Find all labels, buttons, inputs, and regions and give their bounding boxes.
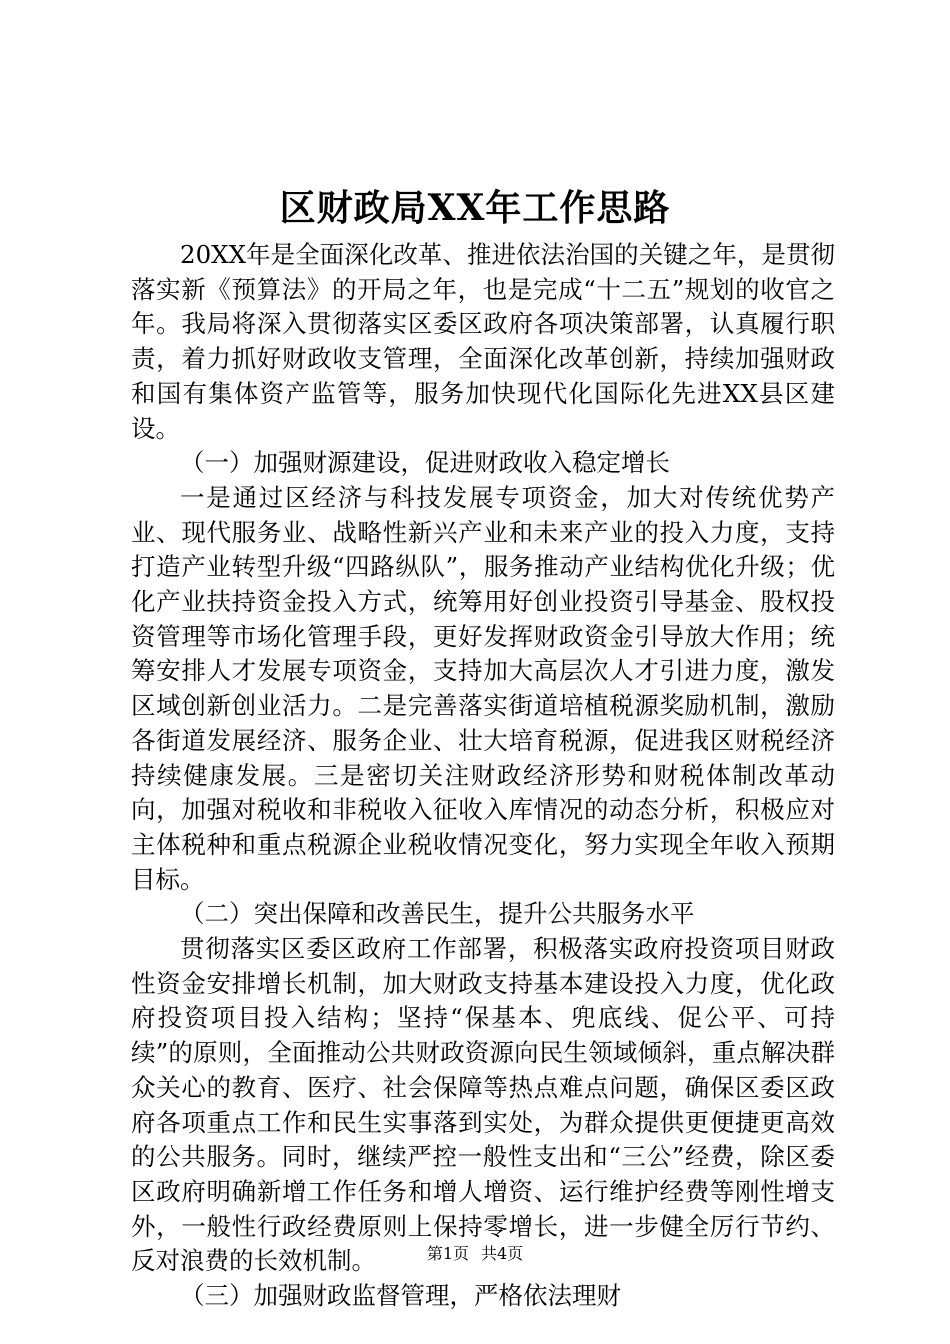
document-title: 区财政局XX年工作思路 (279, 187, 671, 229)
total-pages: 共4页 (481, 1244, 524, 1263)
section-heading-3: （三）加强财政监督管理，严格依法理财 (180, 1281, 621, 1311)
section-heading-1: （一）加强财源建设，促进财政收入稳定增长 (180, 448, 670, 478)
page-number: 第1页 (426, 1244, 469, 1263)
section-1-paragraph: 一是通过区经济与科技发展专项资金，加大对传统优势产业、现代服务业、战略性新兴产业和未来产业的投入力度，支持打造产业转型升级“四路纵队”，服务推动产业结构优化升级；优化产业扶持资金投入方式，统筹用好创业投资引导基金、股权投资管理等市场化管理手段，更好发挥财政资金引导放大作用；统筹安排人才发展专项资金，支持加大高层次人才引进力度，激发区域创新创业活力。二是完善落实街道培植税源奖励机制，激励各街道发展经济、服务企业、壮大培育税源，促进我区财税经济持续健康发展。三是密切关注财政经济形势和财税体制改革动向，加强对税收和非税收入征收入库情况的动态分析，积极应对主体税种和重点税源企业税收情况变化，努力实现全年收入预期目标。 (131, 482, 835, 894)
section-heading-2: （二）突出保障和改善民生，提升公共服务水平 (180, 899, 695, 929)
section-2-paragraph: 贯彻落实区委区政府工作部署，积极落实政府投资项目财政性资金安排增长机制，加大财政支持基本建设投入力度，优化政府投资项目投入结构；坚持“保基本、兜底线、促公平、可持续”的原则，全面推动公共财政资源向民生领域倾斜，重点解决群众关心的教育、医疗、社会保障等热点难点问题，确保区委区政府各项重点工作和民生实事落到实处，为群众提供更便捷更高效的公共服务。同时，继续严控一般性支出和“三公”经费，除区委区政府明确新增工作任务和增人增资、运行维护经费等刚性增支外，一般性行政经费原则上保持零增长，进一步健全厉行节约、反对浪费的长效机制。 (131, 934, 835, 1276)
page-footer (0, 1242, 950, 1266)
document-body (131, 238, 835, 1314)
intro-paragraph: 20XX年是全面深化改革、推进依法治国的关键之年，是贯彻落实新《预算法》的开局之年，也是完成“十二五”规划的收官之年。我局将深入贯彻落实区委区政府各项决策部署，认真履行职责，着力抓好财政收支管理，全面深化改革创新，持续加强财政和国有集体资产监管等，服务加快现代化国际化先进XX县区建设。 (131, 240, 835, 443)
